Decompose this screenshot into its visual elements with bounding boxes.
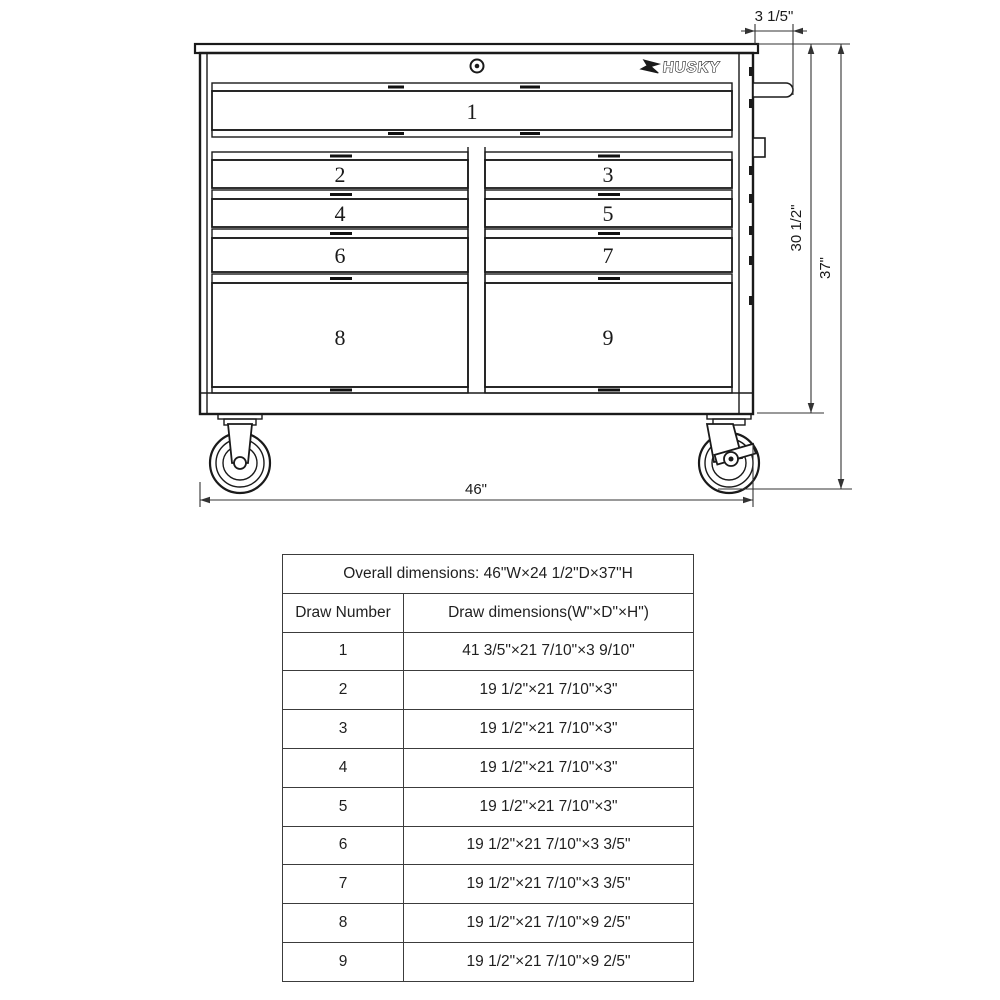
table-row [283,826,694,865]
drawer-1-label: 1 [466,99,478,124]
drawer-4-label: 4 [334,201,346,226]
drawer-5-label: 5 [602,201,614,226]
cabinet-top-lip [195,44,758,53]
dim-body-height: 30 1/2" [788,204,805,252]
draw-dimensions-cell: 19 1/2"×21 7/10"×9 2/5" [404,942,694,981]
draw-dimensions-cell: 19 1/2"×21 7/10"×3 3/5" [404,865,694,904]
husky-logo-icon [640,60,659,73]
dim-width: 46" [464,481,488,498]
table-header-row [283,593,694,632]
caster-wheel-right [699,424,759,493]
table-row [283,942,694,981]
draw-number-cell: 1 [283,632,404,671]
dim-handle-depth: 3 1/5" [754,8,794,25]
table-row [283,787,694,826]
drawer-6-label: 6 [334,243,346,268]
caster-wheel-left [210,424,270,493]
draw-dimensions-cell: 19 1/2"×21 7/10"×3" [404,671,694,710]
drawer-7-label: 7 [602,243,614,268]
dim-total-height: 37" [817,256,834,280]
dimension-arrowheads [200,28,844,504]
draw-number-cell: 4 [283,748,404,787]
side-handle [753,83,793,97]
draw-dimensions-cell: 41 3/5"×21 7/10"×3 9/10" [404,632,694,671]
draw-number-cell: 9 [283,942,404,981]
lock-icon [471,60,484,73]
header-draw-dimensions: Draw dimensions(W"×D"×H") [404,593,694,632]
husky-logo [640,59,721,76]
header-draw-number: Draw Number [283,593,404,632]
drawer-3-label: 3 [602,162,614,187]
draw-number-cell: 7 [283,865,404,904]
draw-number-cell: 2 [283,671,404,710]
table-row-overall [283,555,694,594]
table-row [283,904,694,943]
draw-number-cell: 6 [283,826,404,865]
draw-dimensions-cell: 19 1/2"×21 7/10"×3" [404,787,694,826]
draw-dimensions-cell: 19 1/2"×21 7/10"×3 3/5" [404,826,694,865]
table-row [283,632,694,671]
draw-dimensions-cell: 19 1/2"×21 7/10"×9 2/5" [404,904,694,943]
overall-dimensions: Overall dimensions: 46"W×24 1/2"D×37"H [283,555,694,594]
draw-number-cell: 8 [283,904,404,943]
draw-number-cell: 5 [283,787,404,826]
table-row [283,710,694,749]
draw-dimensions-cell: 19 1/2"×21 7/10"×3" [404,710,694,749]
table-row [283,748,694,787]
table-row [283,671,694,710]
draw-number-cell: 3 [283,710,404,749]
table-row [283,865,694,904]
side-knob [753,138,765,157]
dimensions-table [282,554,694,982]
drawer-8-label: 8 [334,325,346,350]
drawer-9-label: 9 [602,325,614,350]
husky-logo-text: HUSKY [662,59,722,76]
draw-dimensions-cell: 19 1/2"×21 7/10"×3" [404,748,694,787]
drawer-2-label: 2 [334,162,346,187]
